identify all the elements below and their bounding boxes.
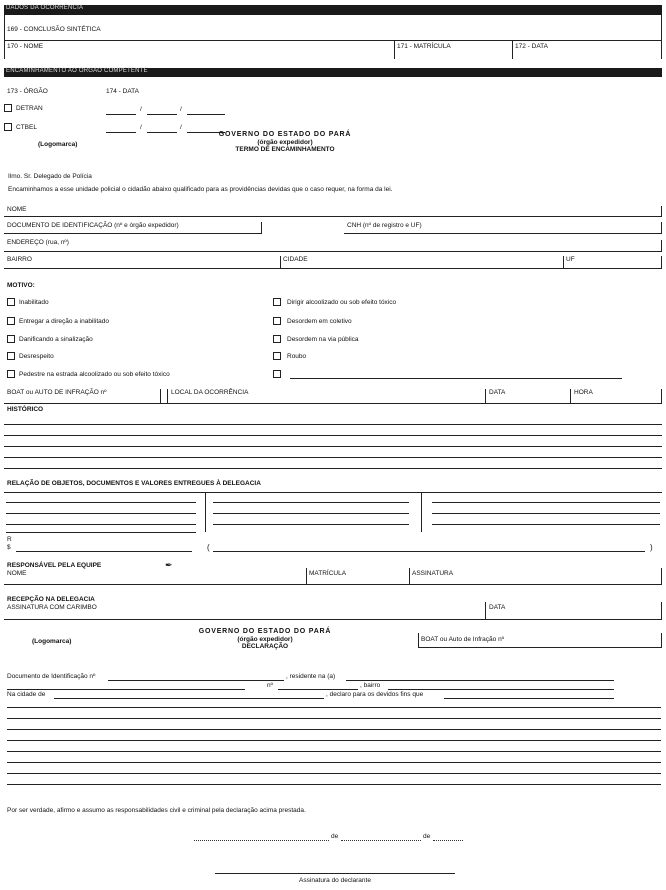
- relacao-line[interactable]: [432, 502, 660, 503]
- declaracao-line[interactable]: [7, 773, 661, 774]
- gov-title: GOVERNO DO ESTADO DO PARÁ: [218, 131, 352, 138]
- pen-mark-icon: ✒: [165, 560, 173, 570]
- cidade-label: Na cidade de: [7, 691, 46, 698]
- residente-line[interactable]: [346, 680, 614, 681]
- doc-label: Documento de Identificação nº: [7, 673, 96, 680]
- section-bar-ocorrencia: [4, 5, 662, 15]
- local-label: LOCAL DA OCORRÊNCIA: [171, 389, 249, 396]
- documento-label: DOCUMENTO DE IDENTIFICAÇÃO (nº e órgão expedidor): [7, 222, 179, 229]
- rule: [4, 40, 662, 41]
- declaracao-line[interactable]: [7, 729, 661, 730]
- motivo-label: Entregar a direção a inabilitado: [19, 318, 109, 325]
- orgao-expedidor: (órgão expedidor): [257, 139, 313, 146]
- doc-line[interactable]: [108, 680, 284, 681]
- responsavel-heading: RESPONSÁVEL PELA EQUIPE: [7, 562, 102, 569]
- endereco-label: ENDEREÇO (rua, nº): [7, 239, 69, 246]
- ctbel-checkbox[interactable]: [4, 123, 12, 131]
- field-169-label: 169 - CONCLUSÃO SINTÉTICA: [7, 26, 101, 33]
- cnh-label: CNH (nº de registro e UF): [347, 222, 422, 229]
- residente-label: , residente na (a): [286, 673, 336, 680]
- motivo-label: Dirigir alcoolizado ou sob efeito tóxico: [287, 299, 397, 306]
- motivo-label: Roubo: [287, 353, 307, 360]
- declaracao-boat-label: BOAT ou Auto de Infração nº: [421, 636, 505, 643]
- divider: [485, 389, 486, 404]
- nome-line[interactable]: [4, 216, 662, 217]
- date-line[interactable]: [147, 132, 177, 133]
- ano-dotted-line[interactable]: [433, 840, 463, 841]
- motivo-checkbox-alcoolizado[interactable]: [273, 298, 281, 306]
- declaracao-line[interactable]: [7, 718, 661, 719]
- bairro-label: BAIRRO: [7, 256, 32, 263]
- endereco-line[interactable]: [7, 689, 245, 690]
- relacao-line[interactable]: [432, 524, 660, 525]
- salutation: Ilmo. Sr. Delegado de Polícia: [8, 173, 92, 180]
- relacao-line[interactable]: [6, 524, 196, 525]
- declaracao-boat-line[interactable]: [418, 647, 661, 648]
- divider: [570, 389, 571, 404]
- bairro-line[interactable]: [388, 689, 614, 690]
- mes-dotted-line[interactable]: [341, 840, 421, 841]
- divider: [512, 40, 513, 59]
- divider: [394, 40, 395, 59]
- motivo-label: Desordem em coletivo: [287, 318, 352, 325]
- bairro-label: , bairro: [360, 682, 381, 689]
- ctbel-label: CTBEL: [16, 124, 37, 131]
- date-line[interactable]: [147, 114, 177, 115]
- section-bar-label: DADOS DA OCORRÊNCIA: [6, 5, 84, 11]
- divider: [409, 568, 410, 585]
- nome-label: NOME: [7, 206, 27, 213]
- motivo-label: Desrespeito: [19, 353, 54, 360]
- declaracao-title: DECLARAÇÃO: [241, 643, 289, 650]
- border: [661, 222, 662, 234]
- relacao-line[interactable]: [213, 513, 409, 514]
- cidade-line[interactable]: [54, 698, 324, 699]
- valor-line[interactable]: [16, 551, 192, 552]
- date-sep: /: [140, 124, 142, 131]
- divider: [160, 389, 161, 404]
- border: [661, 240, 662, 252]
- date-line[interactable]: [106, 114, 136, 115]
- declaracao-line[interactable]: [7, 740, 661, 741]
- motivo-checkbox-desrespeito[interactable]: [7, 352, 15, 360]
- relacao-line[interactable]: [6, 513, 196, 514]
- relacao-line[interactable]: [213, 502, 409, 503]
- historico-line[interactable]: [4, 435, 662, 436]
- recepcao-heading: RECEPÇÃO NA DELEGACIA: [7, 596, 95, 603]
- r-label: R: [7, 536, 12, 543]
- resp-nome-label: NOME: [7, 570, 27, 577]
- recepcao-line[interactable]: [4, 619, 662, 620]
- extenso-line[interactable]: [213, 551, 645, 552]
- divider: [205, 492, 206, 532]
- documento-line[interactable]: [4, 233, 262, 234]
- numero-line[interactable]: [278, 689, 358, 690]
- uf-label: UF: [566, 256, 575, 263]
- border: [661, 633, 662, 648]
- cidade-label: CIDADE: [283, 256, 308, 263]
- date-sep: /: [180, 106, 182, 113]
- gov-title: GOVERNO DO ESTADO DO PARÁ: [198, 628, 332, 635]
- local-dotted-line[interactable]: [194, 840, 329, 841]
- divider: [167, 389, 168, 404]
- paren-open: (: [207, 543, 210, 552]
- boat-line[interactable]: [4, 403, 662, 404]
- border: [661, 256, 662, 269]
- termo-title: TERMO DE ENCAMINHAMENTO: [235, 146, 335, 153]
- motivo-heading: MOTIVO:: [7, 282, 35, 289]
- motivo-checkbox-danificando[interactable]: [7, 335, 15, 343]
- border: [661, 206, 662, 217]
- border: [661, 15, 662, 59]
- motivo-outro-line[interactable]: [290, 378, 622, 379]
- section-bar-label: ENCAMINHAMENTO AO ÓRGÃO COMPETENTE: [6, 68, 148, 74]
- hora-label: HORA: [574, 389, 593, 396]
- declaro-line[interactable]: [444, 698, 614, 699]
- field-174-label: 174 - DATA: [106, 88, 139, 95]
- boat-label: BOAT ou AUTO DE INFRAÇÃO nº: [7, 389, 107, 396]
- historico-line[interactable]: [4, 468, 662, 469]
- responsavel-line[interactable]: [4, 584, 662, 585]
- divider: [261, 222, 262, 234]
- relacao-line[interactable]: [432, 513, 660, 514]
- dollar-label: $: [7, 544, 11, 551]
- motivo-label: Inabilitado: [19, 299, 49, 306]
- divider: [485, 602, 486, 620]
- date-line[interactable]: [106, 132, 136, 133]
- field-172-label: 172 - DATA: [515, 43, 548, 50]
- de-label: de: [423, 833, 431, 840]
- divider: [418, 633, 419, 648]
- logo-placeholder: (Logomarca): [38, 141, 78, 148]
- de-label: de: [331, 833, 339, 840]
- historico-line[interactable]: [4, 446, 662, 447]
- endereco-line[interactable]: [4, 251, 662, 252]
- assinatura-carimbo-label: ASSINATURA COM CARIMBO: [7, 604, 97, 611]
- detran-checkbox[interactable]: [4, 104, 12, 112]
- orgao-expedidor: (órgão expedidor): [237, 636, 293, 643]
- motivo-label: Desordem na via pública: [287, 336, 359, 343]
- relacao-line[interactable]: [6, 502, 196, 503]
- recepcao-data-label: DATA: [489, 604, 506, 611]
- declaracao-line[interactable]: [7, 751, 661, 752]
- relacao-heading: RELAÇÃO DE OBJETOS, DOCUMENTOS E VALORES ENTREGUES À DELEGACIA: [7, 480, 261, 487]
- relacao-line[interactable]: [6, 532, 196, 533]
- date-sep: /: [180, 124, 182, 131]
- declaracao-header: [160, 628, 370, 650]
- assinatura-line[interactable]: [215, 873, 455, 874]
- resp-assinatura-label: ASSINATURA: [412, 570, 454, 577]
- logo-placeholder: (Logomarca): [32, 638, 72, 645]
- termo-header: [180, 131, 390, 153]
- border: [4, 15, 5, 59]
- divider: [563, 256, 564, 269]
- divider: [421, 492, 422, 532]
- motivo-label: Danificando a sinalização: [19, 336, 93, 343]
- motivo-checkbox-entregar[interactable]: [7, 317, 15, 325]
- divider: [280, 256, 281, 269]
- detran-label: DETRAN: [16, 105, 43, 112]
- verdade-text: Por ser verdade, afirmo e assumo as responsabilidades civil e criminal pela declaração acima prestada.: [7, 807, 306, 814]
- resp-matricula-label: MATRÍCULA: [309, 570, 347, 577]
- paren-close: ): [650, 543, 653, 552]
- date-line[interactable]: [187, 114, 225, 115]
- divider: [306, 568, 307, 585]
- declaracao-line[interactable]: [7, 707, 661, 708]
- assinatura-label: Assinatura do declarante: [299, 877, 371, 884]
- section-bar-encaminhamento: [4, 68, 662, 77]
- border: [661, 602, 662, 620]
- border: [661, 389, 662, 404]
- field-173-label: 173 - ÓRGÃO: [7, 88, 48, 95]
- relacao-line[interactable]: [213, 524, 409, 525]
- historico-label: HISTÓRICO: [7, 406, 44, 413]
- motivo-label: Pedestre na estrada alcoolizado ou sob efeito tóxico: [19, 371, 170, 378]
- declaracao-line[interactable]: [7, 784, 661, 785]
- date-sep: /: [140, 106, 142, 113]
- declaro-label: , declaro para os devidos fins que: [326, 691, 424, 698]
- motivo-checkbox-coletivo[interactable]: [273, 317, 281, 325]
- motivo-checkbox-roubo[interactable]: [273, 352, 281, 360]
- relacao-top-line: [4, 492, 662, 493]
- declaracao-line[interactable]: [7, 762, 661, 763]
- cnh-line[interactable]: [344, 233, 662, 234]
- numero-label: nº: [267, 682, 273, 689]
- motivo-checkbox-outro[interactable]: [273, 370, 281, 378]
- historico-line[interactable]: [4, 424, 662, 425]
- field-170-label: 170 - NOME: [7, 43, 44, 50]
- historico-line[interactable]: [4, 457, 662, 458]
- motivo-checkbox-inabilitado[interactable]: [7, 298, 15, 306]
- intro-text: Encaminhamos a esse unidade policial o cidadão abaixo qualificado para as providências devidas que o caso requer, na forma da lei.: [8, 186, 393, 193]
- data-label: DATA: [489, 389, 506, 396]
- motivo-checkbox-pedestre[interactable]: [7, 370, 15, 378]
- field-171-label: 171 - MATRÍCULA: [397, 43, 451, 50]
- border: [661, 568, 662, 585]
- motivo-checkbox-via-publica[interactable]: [273, 335, 281, 343]
